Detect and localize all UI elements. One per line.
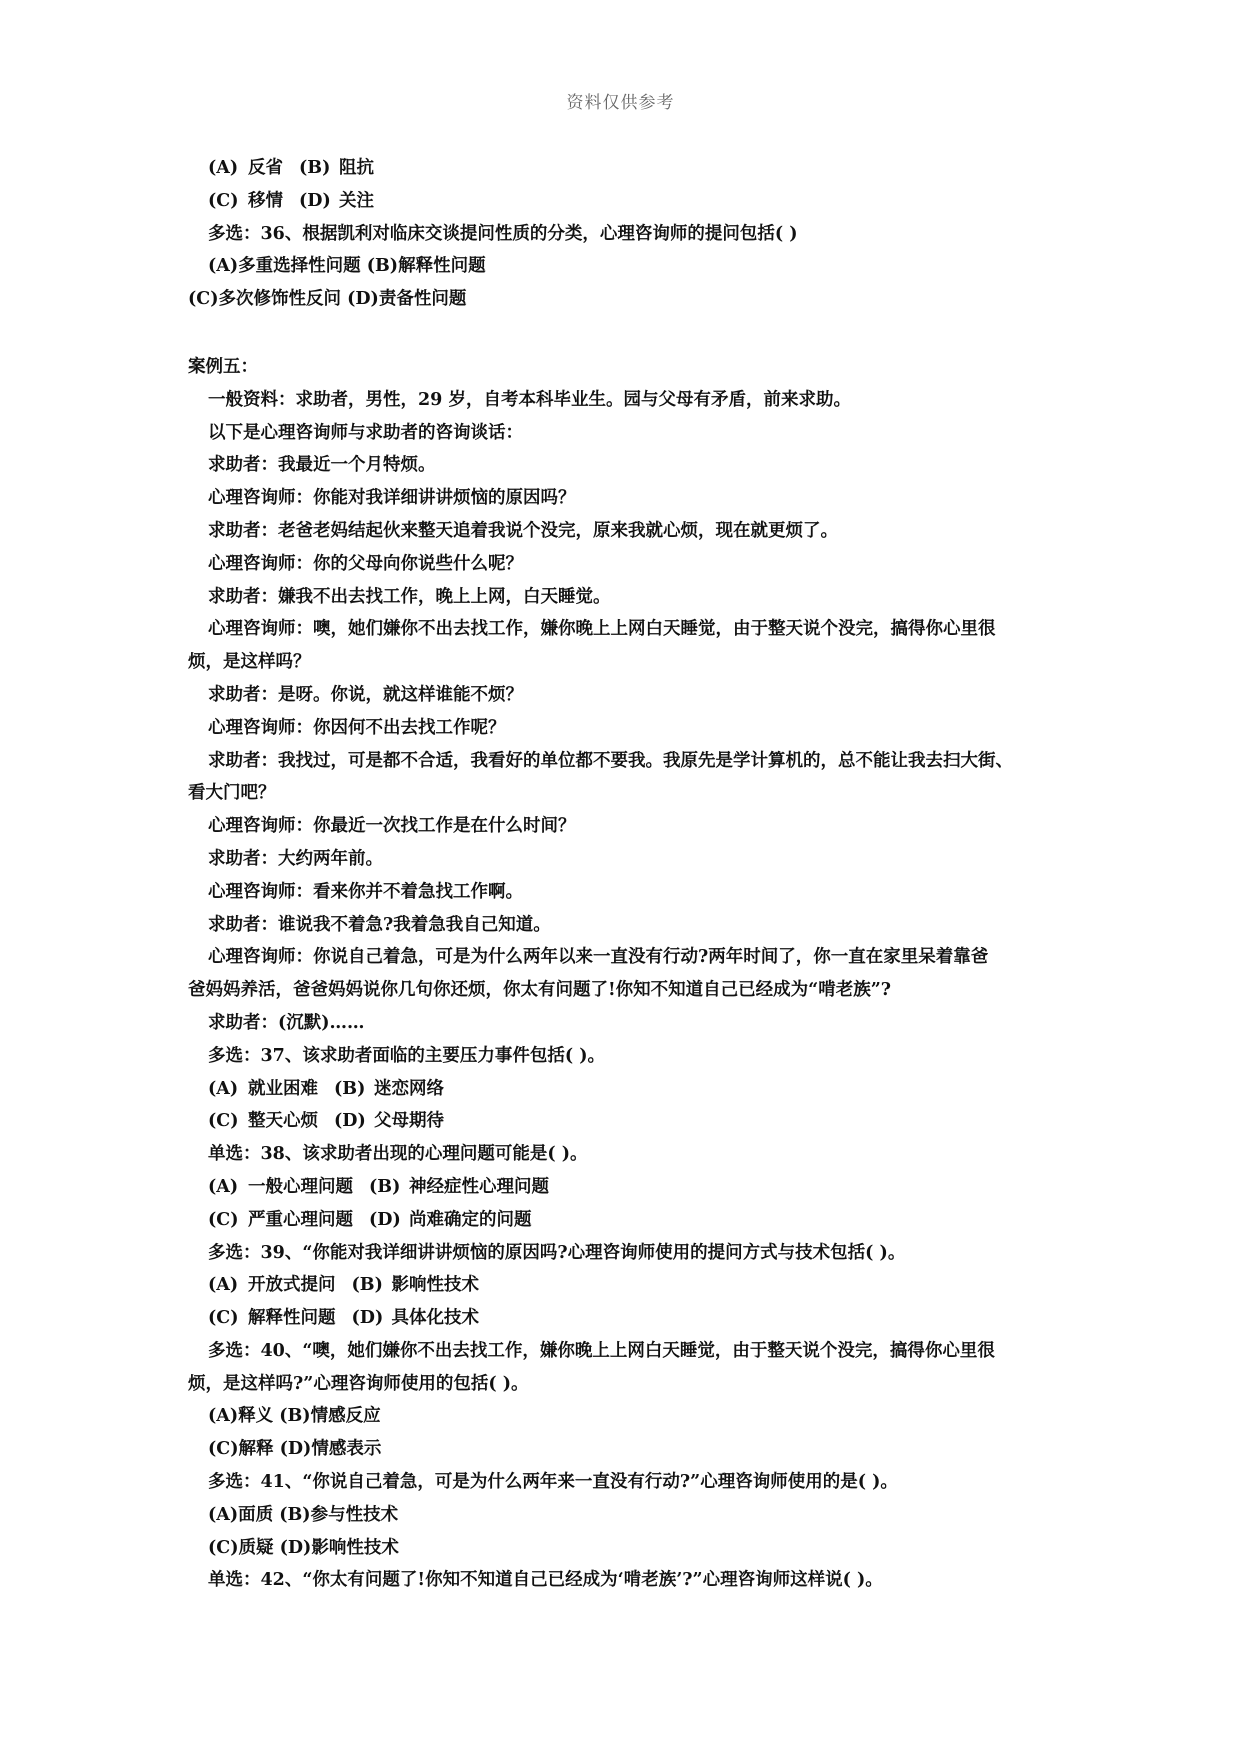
- option-letter: (D): [334, 1111, 366, 1132]
- text-line: (A)面质 (B)参与性技术: [208, 1504, 399, 1525]
- text-line: 求助者：嫌我不出去找工作，晚上上网，白天睡觉。: [208, 586, 611, 607]
- text-line: 心理咨询师：你能对我详细讲讲烦恼的原因吗？: [208, 488, 576, 509]
- option-text: 整天心烦: [248, 1111, 318, 1132]
- text-line: 求助者：是呀。你说，就这样谁能不烦？: [208, 684, 523, 705]
- text-line: (C)多次修饰性反问 (D)责备性问题: [188, 289, 467, 310]
- option-line: [188, 185, 1068, 218]
- text-line: 一般资料：求助者，男性，29 岁，自考本科毕业生。园与父母有矛盾，前来求助。: [208, 389, 851, 410]
- option-text: 反省: [248, 158, 283, 178]
- text-line: 求助者：老爸老妈结起伙来整天追着我说个没完，原来我就心烦，现在就更烦了。: [208, 520, 838, 541]
- text-line: 求助者：谁说我不着急?我着急我自己知道。: [208, 914, 551, 935]
- text-line: 心理咨询师：你说自己着急，可是为什么两年以来一直没有行动?两年时间了，你一直在家里呆着靠爸: [208, 947, 989, 968]
- option-letter: (C): [208, 1111, 239, 1132]
- option-text: 影响性技术: [391, 1275, 479, 1296]
- text-line: 单选：42、“你太有问题了!你知不知道自己已经成为‘啃老族’?”心理咨询师这样说( )。: [208, 1570, 883, 1591]
- option-text: 阻抗: [339, 158, 374, 178]
- option-line: [188, 1171, 1068, 1204]
- option-letter: (A): [208, 1176, 239, 1197]
- text-line: (A)多重选择性问题 (B)解释性问题: [208, 256, 486, 277]
- option-text: 就业困难: [248, 1078, 318, 1099]
- option-letter: (A): [208, 1078, 239, 1099]
- option-text: 解释性问题: [248, 1308, 336, 1329]
- option-line: [188, 152, 1068, 185]
- document-body: [188, 152, 1068, 1597]
- text-line: 烦，是这样吗?”心理咨询师使用的包括( )。: [188, 1373, 529, 1394]
- text-line: 爸妈妈养活，爸爸妈妈说你几句你还烦，你太有问题了!你知不知道自己已经成为“啃老族”?: [188, 980, 892, 1001]
- option-text: 具体化技术: [391, 1308, 479, 1329]
- text-line: 心理咨询师：你的父母向你说些什么呢？: [208, 553, 523, 574]
- option-letter: (B): [369, 1176, 401, 1197]
- text-line: 求助者：我最近一个月特烦。: [208, 455, 436, 476]
- text-line: (C)解释 (D)情感表示: [208, 1439, 382, 1460]
- text-line: 心理咨询师：噢，她们嫌你不出去找工作，嫌你晚上上网白天睡觉，由于整天说个没完，搞得你心里很: [208, 619, 996, 640]
- text-line: (A)释义 (B)情感反应: [208, 1406, 381, 1427]
- option-text: 严重心理问题: [248, 1209, 353, 1230]
- option-text: 迷恋网络: [374, 1078, 444, 1099]
- text-line: 心理咨询师：看来你并不着急找工作啊。: [208, 881, 523, 902]
- option-text: 关注: [339, 190, 374, 211]
- option-text: 尚难确定的问题: [409, 1209, 532, 1230]
- text-line: 多选：41、“你说自己着急，可是为什么两年来一直没有行动?”心理咨询师使用的是( )。: [208, 1472, 898, 1493]
- option-text: 神经症性心理问题: [409, 1176, 549, 1197]
- option-line: [188, 1302, 1068, 1335]
- option-letter: (B): [299, 158, 331, 178]
- text-line: 求助者：大约两年前。: [208, 848, 383, 869]
- option-text: 开放式提问: [248, 1275, 336, 1296]
- option-letter: (C): [208, 190, 239, 211]
- text-line: 心理咨询师：你最近一次找工作是在什么时间？: [208, 816, 576, 837]
- paragraph-spacer: [188, 316, 1068, 351]
- text-line: 多选：37、该求助者面临的主要压力事件包括( )。: [208, 1045, 606, 1066]
- option-letter: (B): [351, 1275, 383, 1296]
- page-header: 资料仅供参考: [566, 93, 675, 113]
- text-line: 求助者：我找过，可是都不合适，我看好的单位都不要我。我原先是学计算机的，总不能让我去扫大街、: [208, 750, 1013, 771]
- option-line: [188, 1269, 1068, 1302]
- text-line: 求助者：(沉默)……: [208, 1012, 365, 1033]
- text-line: 多选：40、“噢，她们嫌你不出去找工作，嫌你晚上上网白天睡觉，由于整天说个没完，搞得你心里很: [208, 1340, 995, 1361]
- text-line: (C)质疑 (D)影响性技术: [208, 1537, 399, 1558]
- text-line: 案例五：: [188, 356, 258, 377]
- text-line: 以下是心理咨询师与求助者的咨询谈话：: [208, 422, 523, 443]
- option-letter: (D): [299, 190, 331, 211]
- text-line: 烦，是这样吗？: [188, 652, 311, 673]
- option-letter: (C): [208, 1209, 239, 1230]
- text-line: 看大门吧？: [188, 783, 276, 804]
- text-line: 多选：36、根据凯利对临床交谈提问性质的分类，心理咨询师的提问包括( ): [208, 223, 798, 244]
- text-line: 心理咨询师：你因何不出去找工作呢？: [208, 717, 506, 738]
- text-line: 单选：38、该求助者出现的心理问题可能是( )。: [208, 1144, 588, 1165]
- option-letter: (D): [351, 1308, 384, 1329]
- option-text: 移情: [248, 190, 283, 211]
- option-letter: (D): [369, 1209, 401, 1230]
- option-letter: (A): [208, 158, 239, 178]
- option-text: 一般心理问题: [248, 1176, 353, 1197]
- option-letter: (C): [208, 1308, 239, 1329]
- option-line: [188, 1204, 1068, 1237]
- option-letter: (A): [208, 1275, 239, 1296]
- option-text: 父母期待: [374, 1111, 444, 1132]
- option-line: [188, 1105, 1068, 1138]
- option-letter: (B): [334, 1078, 366, 1099]
- option-line: [188, 1073, 1068, 1106]
- text-line: 多选：39、“你能对我详细讲讲烦恼的原因吗?心理咨询师使用的提问方式与技术包括( )。: [208, 1242, 906, 1263]
